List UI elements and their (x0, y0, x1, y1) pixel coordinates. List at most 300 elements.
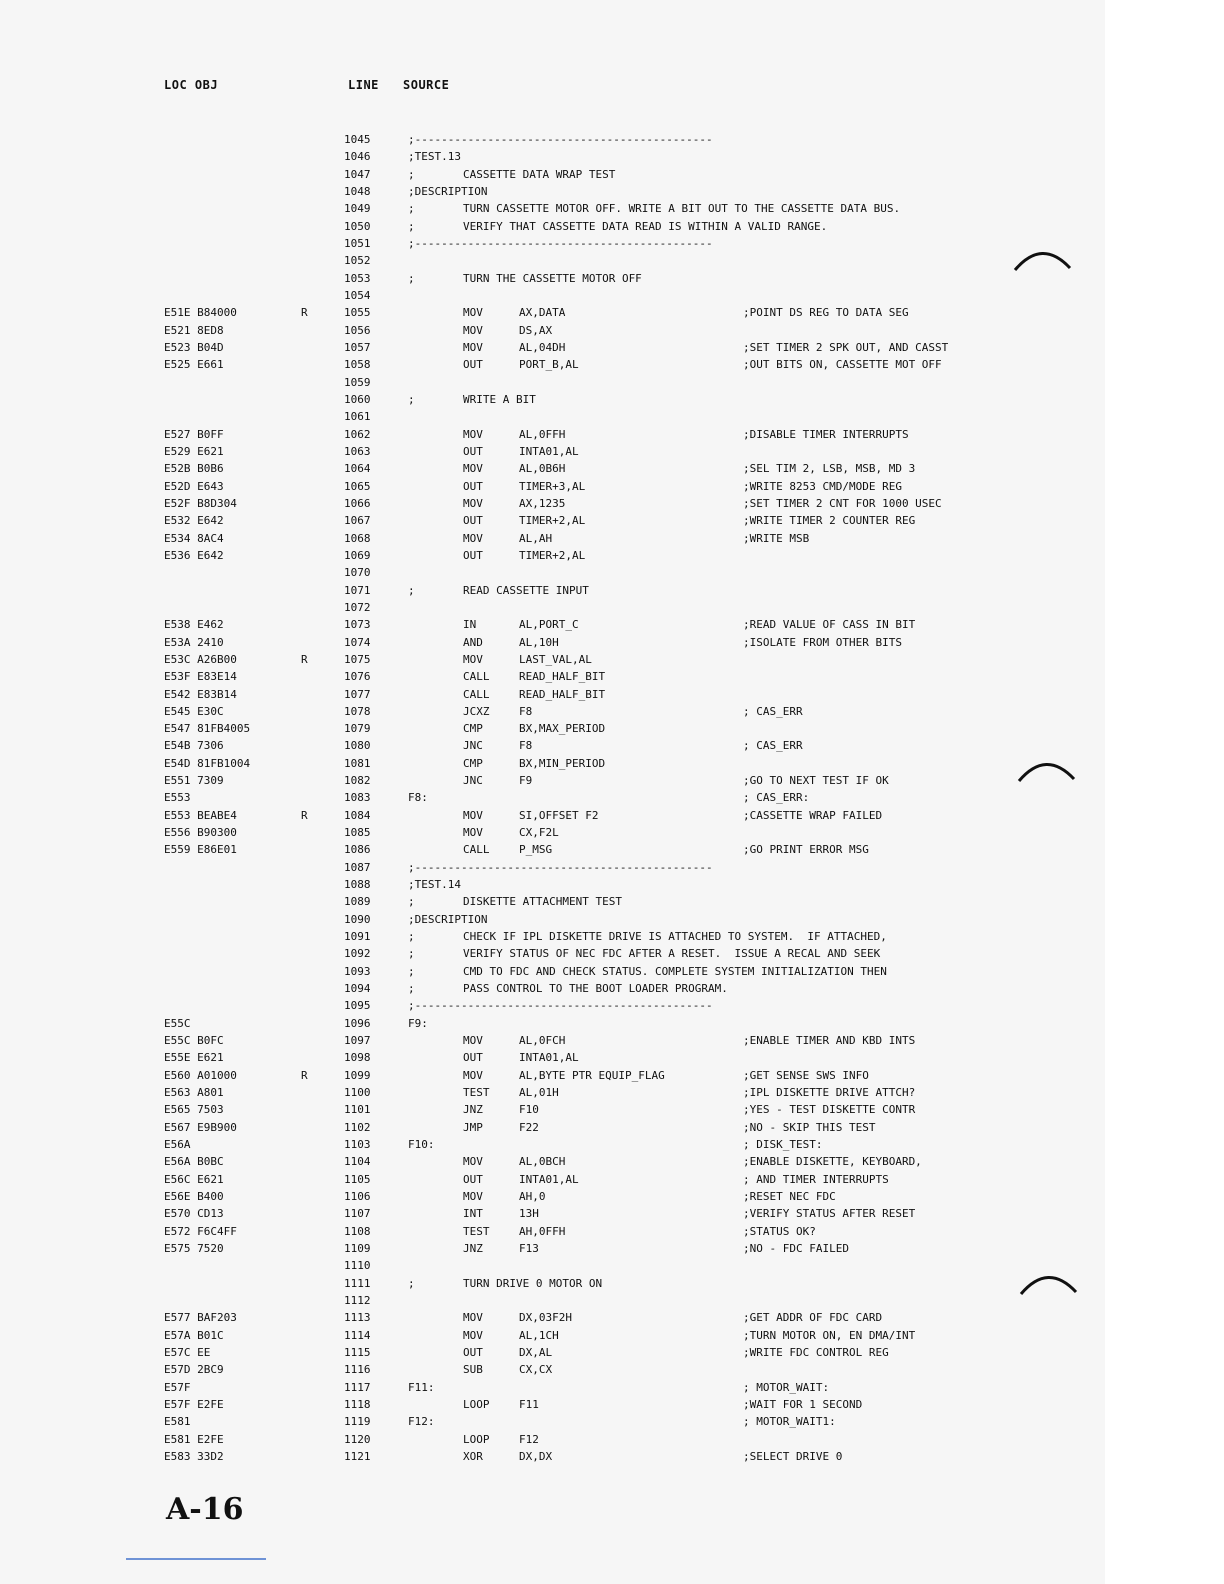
operands: CX,CX (519, 1363, 553, 1377)
line-number: 1054 (344, 288, 371, 302)
line-number: 1048 (344, 184, 371, 198)
operands: F12 (519, 1432, 539, 1446)
line-number: 1053 (344, 271, 371, 285)
line-number: 1056 (344, 323, 371, 337)
comment-marker: ; (408, 895, 415, 909)
line-number: 1064 (344, 462, 371, 476)
operands: DX,DX (519, 1449, 553, 1463)
loc-obj: E55C B0FC (164, 1034, 224, 1048)
operands: F8 (519, 739, 533, 753)
inline-comment: ; CAS_ERR (743, 704, 803, 718)
comment-text: CHECK IF IPL DISKETTE DRIVE IS ATTACHED TO SYSTEM. IF ATTACHED, (463, 930, 887, 944)
line-number: 1115 (344, 1345, 371, 1359)
separator-comment: ;--------------------------------------------- (408, 133, 713, 146)
listing-row (0, 530, 1105, 547)
comment-marker: ; (408, 167, 415, 181)
line-number: 1058 (344, 358, 371, 372)
operands: INTA01,AL (519, 444, 579, 458)
comment-marker: ; (408, 947, 415, 961)
listing-row (0, 945, 1105, 962)
line-number: 1052 (344, 254, 371, 268)
comment-text: PASS CONTROL TO THE BOOT LOADER PROGRAM. (463, 982, 728, 996)
operands: TIMER+3,AL (519, 479, 586, 493)
code-label: F9: (408, 1016, 428, 1030)
line-number: 1072 (344, 600, 371, 614)
loc-obj: E52D E643 (164, 479, 224, 493)
comment-text: ;TEST.14 (408, 878, 461, 892)
line-number: 1079 (344, 722, 371, 736)
operands: TIMER+2,AL (519, 548, 586, 562)
opcode: MOV (463, 496, 483, 510)
inline-comment: ;GO PRINT ERROR MSG (743, 843, 869, 857)
binder-hole-mark-bottom (1018, 1268, 1080, 1298)
listing-row (0, 1379, 1105, 1396)
loc-obj: E545 E30C (164, 704, 224, 718)
listing-row (0, 1049, 1105, 1066)
line-number: 1095 (344, 999, 371, 1013)
operands: AH,0 (519, 1190, 546, 1204)
operands: DX,AL (519, 1345, 553, 1359)
loc-obj: E55C (164, 1016, 191, 1030)
line-number: 1103 (344, 1138, 371, 1152)
comment-marker: ; (408, 583, 415, 597)
operands: AX,1235 (519, 496, 566, 510)
operands: AL,01H (519, 1086, 559, 1100)
line-number: 1075 (344, 652, 371, 666)
header-loc-obj: LOC OBJ (164, 78, 219, 92)
operands: BX,MAX_PERIOD (519, 722, 606, 736)
line-number: 1085 (344, 826, 371, 840)
listing-row (0, 737, 1105, 754)
comment-text: DISKETTE ATTACHMENT TEST (463, 895, 622, 909)
opcode: MOV (463, 1034, 483, 1048)
listing-row (0, 893, 1105, 910)
inline-comment: ;WRITE 8253 CMD/MODE REG (743, 479, 902, 493)
operands: AL,04DH (519, 340, 566, 354)
inline-comment: ;WAIT FOR 1 SECOND (743, 1397, 863, 1411)
inline-comment: ;WRITE MSB (743, 531, 810, 545)
line-number: 1113 (344, 1311, 371, 1325)
listing-row (0, 1431, 1105, 1448)
inline-comment: ;YES - TEST DISKETTE CONTR (743, 1103, 916, 1117)
loc-obj: E52B B0B6 (164, 462, 224, 476)
listing-row (0, 824, 1105, 841)
loc-obj: E56C E621 (164, 1172, 224, 1186)
operands: INTA01,AL (519, 1051, 579, 1065)
loc-obj: E577 BAF203 (164, 1311, 237, 1325)
opcode: OUT (463, 1051, 483, 1065)
line-number: 1099 (344, 1068, 371, 1082)
opcode: AND (463, 635, 483, 649)
listing-row (0, 1448, 1105, 1465)
operands: DX,03F2H (519, 1311, 572, 1325)
line-number: 1096 (344, 1016, 371, 1030)
inline-comment: ; AND TIMER INTERRUPTS (743, 1172, 889, 1186)
line-number: 1093 (344, 964, 371, 978)
listing-row (0, 426, 1105, 443)
listing-row (0, 339, 1105, 356)
opcode: TEST (463, 1086, 490, 1100)
listing-row (0, 287, 1105, 304)
line-number: 1092 (344, 947, 371, 961)
opcode: MOV (463, 652, 483, 666)
listing-row (0, 391, 1105, 408)
listing-row (0, 1032, 1105, 1049)
opcode: CALL (463, 687, 490, 701)
opcode: JNZ (463, 1103, 483, 1117)
code-label: F12: (408, 1415, 435, 1429)
operands: F8 (519, 704, 533, 718)
inline-comment: ; MOTOR_WAIT: (743, 1380, 830, 1394)
listing-row (0, 252, 1105, 269)
inline-comment: ; CAS_ERR (743, 739, 803, 753)
line-number: 1088 (344, 878, 371, 892)
opcode: IN (463, 618, 477, 632)
relocation-flag: R (301, 808, 308, 822)
listing-row (0, 495, 1105, 512)
operands: 13H (519, 1207, 539, 1221)
comment-text: CASSETTE DATA WRAP TEST (463, 167, 616, 181)
line-number: 1062 (344, 427, 371, 441)
loc-obj: E51E B84000 (164, 306, 237, 320)
operands: AL,BYTE PTR EQUIP_FLAG (519, 1068, 665, 1082)
line-number: 1087 (344, 860, 371, 874)
relocation-flag: R (301, 1068, 308, 1082)
loc-obj: E57D 2BC9 (164, 1363, 224, 1377)
listing-row (0, 807, 1105, 824)
inline-comment: ; DISK_TEST: (743, 1138, 823, 1152)
listing-row (0, 1101, 1105, 1118)
listing-row (0, 478, 1105, 495)
listing-row (0, 512, 1105, 529)
line-number: 1091 (344, 930, 371, 944)
opcode: LOOP (463, 1397, 490, 1411)
opcode: CALL (463, 843, 490, 857)
opcode: MOV (463, 1068, 483, 1082)
operands: F9 (519, 774, 533, 788)
opcode: MOV (463, 340, 483, 354)
listing-row (0, 755, 1105, 772)
inline-comment: ; MOTOR_WAIT1: (743, 1415, 836, 1429)
loc-obj: E55E E621 (164, 1051, 224, 1065)
loc-obj: E583 33D2 (164, 1449, 224, 1463)
loc-obj: E54D 81FB1004 (164, 756, 251, 770)
opcode: OUT (463, 548, 483, 562)
opcode: JNZ (463, 1242, 483, 1255)
relocation-flag: R (301, 652, 308, 666)
line-number: 1086 (344, 843, 371, 857)
footer-rule (126, 1558, 266, 1560)
listing-row (0, 443, 1105, 460)
loc-obj: E563 A801 (164, 1086, 224, 1100)
line-number: 1118 (344, 1397, 371, 1411)
operands: AL,0B6H (519, 462, 566, 476)
loc-obj: E57C EE (164, 1345, 211, 1359)
listing-row (0, 200, 1105, 217)
inline-comment: ; CAS_ERR: (743, 791, 810, 805)
inline-comment: ;GO TO NEXT TEST IF OK (743, 774, 889, 788)
line-number: 1065 (344, 479, 371, 493)
opcode: MOV (463, 1311, 483, 1325)
listing-row (0, 911, 1105, 928)
line-number: 1119 (344, 1415, 371, 1429)
opcode: OUT (463, 1345, 483, 1359)
operands: AH,0FFH (519, 1224, 566, 1238)
comment-text: CMD TO FDC AND CHECK STATUS. COMPLETE SYSTEM INITIALIZATION THEN (463, 964, 887, 978)
opcode: INT (463, 1207, 483, 1221)
inline-comment: ;NO - SKIP THIS TEST (743, 1120, 876, 1134)
page-number: A-16 (166, 1492, 244, 1527)
loc-obj: E532 E642 (164, 514, 224, 528)
inline-comment: ;RESET NEC FDC (743, 1190, 836, 1204)
operands: F10 (519, 1103, 539, 1117)
line-number: 1073 (344, 618, 371, 632)
loc-obj: E560 A01000 (164, 1068, 237, 1082)
listing-row (0, 564, 1105, 581)
listing-row (0, 1067, 1105, 1084)
listing-row (0, 928, 1105, 945)
comment-text: ;TEST.13 (408, 150, 461, 164)
comment-marker: ; (408, 202, 415, 216)
comment-text: VERIFY STATUS OF NEC FDC AFTER A RESET. ISSUE A RECAL AND SEEK (463, 947, 881, 961)
separator-comment: ;--------------------------------------------- (408, 860, 713, 874)
opcode: JNC (463, 774, 483, 788)
loc-obj: E581 E2FE (164, 1432, 224, 1446)
relocation-flag: R (301, 306, 308, 320)
inline-comment: ;SELECT DRIVE 0 (743, 1449, 843, 1463)
operands: AL,10H (519, 635, 559, 649)
loc-obj: E53C A26B00 (164, 652, 237, 666)
line-number: 1090 (344, 912, 371, 926)
inline-comment: ;WRITE FDC CONTROL REG (743, 1345, 889, 1359)
loc-obj: E551 7309 (164, 774, 224, 788)
inline-comment: ;STATUS OK? (743, 1224, 816, 1238)
listing-row (0, 322, 1105, 339)
operands: AL,PORT_C (519, 618, 579, 632)
line-number: 1049 (344, 202, 371, 216)
loc-obj: E581 (164, 1415, 191, 1429)
line-number: 1082 (344, 774, 371, 788)
listing-row (0, 1223, 1105, 1240)
loc-obj: E572 F6C4FF (164, 1224, 237, 1238)
listing-row (0, 235, 1105, 252)
loc-obj: E567 E9B900 (164, 1120, 237, 1134)
listing-row (0, 148, 1105, 165)
loc-obj: E570 CD13 (164, 1207, 224, 1221)
listing-row (0, 270, 1105, 287)
listing-row (0, 547, 1105, 564)
listing-row (0, 789, 1105, 806)
line-number: 1105 (344, 1172, 371, 1186)
comment-text: ;DESCRIPTION (408, 912, 488, 926)
line-number: 1061 (344, 410, 371, 424)
line-number: 1070 (344, 566, 371, 580)
line-number: 1071 (344, 583, 371, 597)
listing-row (0, 1309, 1105, 1326)
opcode: CMP (463, 756, 483, 770)
opcode: MOV (463, 1190, 483, 1204)
listing-row (0, 166, 1105, 183)
line-number: 1083 (344, 791, 371, 805)
opcode: MOV (463, 462, 483, 476)
operands: AL,1CH (519, 1328, 559, 1342)
line-number: 1117 (344, 1380, 371, 1394)
loc-obj: E57F E2FE (164, 1397, 224, 1411)
comment-marker: ; (408, 1276, 415, 1290)
line-number: 1047 (344, 167, 371, 181)
operands: AL,AH (519, 531, 553, 545)
line-number: 1098 (344, 1051, 371, 1065)
operands: TIMER+2,AL (519, 514, 586, 528)
listing-row (0, 131, 1105, 148)
code-label: F8: (408, 791, 428, 805)
line-number: 1108 (344, 1224, 371, 1238)
opcode: OUT (463, 479, 483, 493)
line-number: 1069 (344, 548, 371, 562)
listing-row (0, 218, 1105, 235)
inline-comment: ;ISOLATE FROM OTHER BITS (743, 635, 902, 649)
operands: PORT_B,AL (519, 358, 579, 372)
operands: AL,0FFH (519, 427, 566, 441)
opcode: MOV (463, 427, 483, 441)
line-number: 1120 (344, 1432, 371, 1446)
listing-row (0, 668, 1105, 685)
opcode: OUT (463, 514, 483, 528)
binder-hole-mark-middle (1016, 755, 1078, 785)
opcode: TEST (463, 1224, 490, 1238)
opcode: MOV (463, 1328, 483, 1342)
listing-row (0, 183, 1105, 200)
comment-text: TURN CASSETTE MOTOR OFF. WRITE A BIT OUT TO THE CASSETTE DATA BUS. (463, 202, 901, 216)
listing-row (0, 686, 1105, 703)
loc-obj: E57A B01C (164, 1328, 224, 1342)
operands: DS,AX (519, 323, 553, 337)
line-number: 1046 (344, 150, 371, 164)
opcode: XOR (463, 1449, 483, 1463)
line-number: 1057 (344, 340, 371, 354)
listing-row (0, 997, 1105, 1014)
line-number: 1077 (344, 687, 371, 701)
loc-obj: E53A 2410 (164, 635, 224, 649)
listing-row (0, 1171, 1105, 1188)
separator-comment: ;--------------------------------------------- (408, 999, 713, 1013)
operands: F13 (519, 1242, 539, 1255)
loc-obj: E575 7520 (164, 1242, 224, 1255)
line-number: 1094 (344, 982, 371, 996)
inline-comment: ;CASSETTE WRAP FAILED (743, 808, 883, 822)
operands: LAST_VAL,AL (519, 652, 592, 666)
operands: READ_HALF_BIT (519, 687, 606, 701)
inline-comment: ;TURN MOTOR ON, EN DMA/INT (743, 1328, 916, 1342)
line-number: 1078 (344, 704, 371, 718)
inline-comment: ;POINT DS REG TO DATA SEG (743, 306, 909, 320)
inline-comment: ;DISABLE TIMER INTERRUPTS (743, 427, 909, 441)
loc-obj: E56E B400 (164, 1190, 224, 1204)
listing-row (0, 1136, 1105, 1153)
listing-row (0, 876, 1105, 893)
line-number: 1051 (344, 236, 371, 250)
opcode: OUT (463, 358, 483, 372)
comment-marker: ; (408, 964, 415, 978)
operands: INTA01,AL (519, 1172, 579, 1186)
loc-obj: E54B 7306 (164, 739, 224, 753)
line-number: 1063 (344, 444, 371, 458)
comment-marker: ; (408, 982, 415, 996)
inline-comment: ;NO - FDC FAILED (743, 1242, 849, 1255)
listing-row (0, 1015, 1105, 1032)
operands: AL,0FCH (519, 1034, 566, 1048)
operands: AL,0BCH (519, 1155, 566, 1169)
operands: READ_HALF_BIT (519, 670, 606, 684)
line-number: 1076 (344, 670, 371, 684)
loc-obj: E53F E83E14 (164, 670, 237, 684)
listing-row (0, 616, 1105, 633)
loc-obj: E521 8ED8 (164, 323, 224, 337)
inline-comment: ;SET TIMER 2 CNT FOR 1000 USEC (743, 496, 942, 510)
comment-text: WRITE A BIT (463, 392, 536, 406)
line-number: 1109 (344, 1242, 371, 1255)
line-number: 1121 (344, 1449, 371, 1463)
code-label: F10: (408, 1138, 435, 1152)
listing-row (0, 1257, 1105, 1274)
listing-row (0, 599, 1105, 616)
opcode: SUB (463, 1363, 483, 1377)
loc-obj: E523 B04D (164, 340, 224, 354)
listing-row (0, 634, 1105, 651)
comment-text: TURN DRIVE 0 MOTOR ON (463, 1276, 603, 1290)
line-number: 1055 (344, 306, 371, 320)
inline-comment: ;GET ADDR OF FDC CARD (743, 1311, 883, 1325)
opcode: JMP (463, 1120, 483, 1134)
line-number: 1068 (344, 531, 371, 545)
separator-comment: ;--------------------------------------------- (408, 236, 713, 250)
listing-row (0, 356, 1105, 373)
operands: F11 (519, 1397, 539, 1411)
comment-text: READ CASSETTE INPUT (463, 583, 589, 597)
listing-row (0, 1327, 1105, 1344)
line-number: 1059 (344, 375, 371, 389)
inline-comment: ;ENABLE DISKETTE, KEYBOARD, (743, 1155, 922, 1169)
inline-comment: ;IPL DISKETTE DRIVE ATTCH? (743, 1086, 916, 1100)
listing-row (0, 720, 1105, 737)
line-number: 1081 (344, 756, 371, 770)
opcode: MOV (463, 808, 483, 822)
inline-comment: ;GET SENSE SWS INFO (743, 1068, 869, 1082)
comment-text: TURN THE CASSETTE MOTOR OFF (463, 271, 642, 285)
line-number: 1104 (344, 1155, 371, 1169)
opcode: JCXZ (463, 704, 490, 718)
listing-row (0, 1119, 1105, 1136)
loc-obj: E547 81FB4005 (164, 722, 251, 736)
assembly-listing (0, 131, 1105, 1465)
opcode: OUT (463, 1172, 483, 1186)
loc-obj: E52F B8D304 (164, 496, 237, 510)
inline-comment: ;READ VALUE OF CASS IN BIT (743, 618, 916, 632)
listing-row (0, 304, 1105, 321)
listing-row (0, 1413, 1105, 1430)
line-number: 1084 (344, 808, 371, 822)
loc-obj: E57F (164, 1380, 191, 1394)
line-number: 1114 (344, 1328, 371, 1342)
comment-marker: ; (408, 392, 415, 406)
listing-row (0, 1361, 1105, 1378)
comment-text: VERIFY THAT CASSETTE DATA READ IS WITHIN A VALID RANGE. (463, 219, 828, 233)
listing-row (0, 582, 1105, 599)
code-label: F11: (408, 1380, 435, 1394)
inline-comment: ;SET TIMER 2 SPK OUT, AND CASST (743, 340, 949, 354)
loc-obj: E556 B90300 (164, 826, 237, 840)
line-number: 1116 (344, 1363, 371, 1377)
